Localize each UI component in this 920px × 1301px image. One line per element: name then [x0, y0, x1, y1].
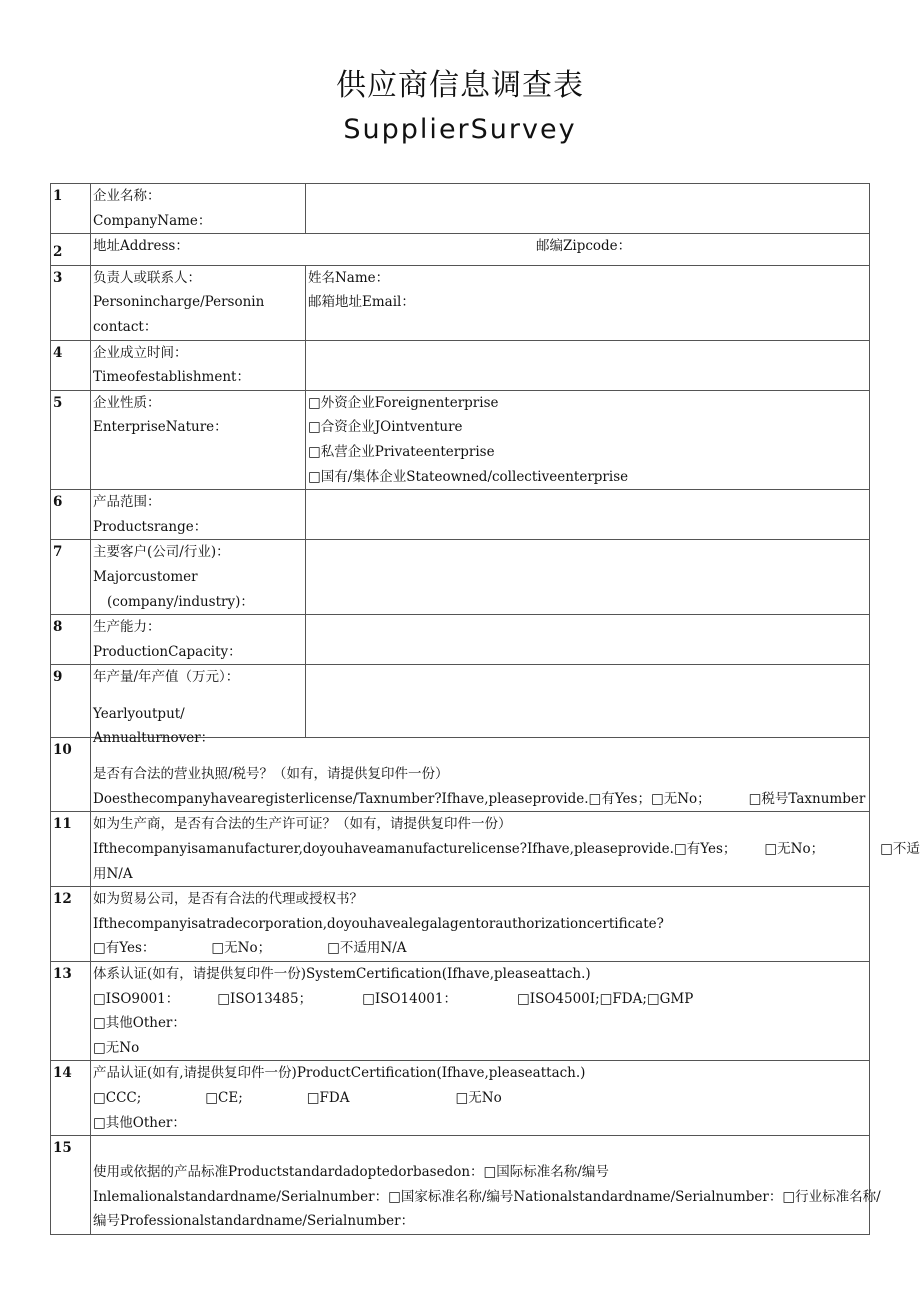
- checkbox-iso9001[interactable]: □ISO9001：: [93, 990, 180, 1007]
- row-number: 9: [51, 665, 91, 738]
- address-field[interactable]: [91, 234, 870, 266]
- checkbox-not-applicable[interactable]: □不适: [880, 841, 920, 858]
- yearly-output-label: [91, 665, 306, 747]
- address-label: 地址Address：: [93, 238, 189, 255]
- checkbox-no[interactable]: □无No: [455, 1090, 502, 1106]
- row-number: 8: [51, 615, 91, 665]
- page-subtitle: SupplierSurvey: [343, 114, 577, 145]
- products-range-field[interactable]: [306, 490, 870, 540]
- contact-name-label: 姓名Name：: [308, 269, 390, 286]
- product-certification-question: [91, 1061, 870, 1136]
- not-applicable-continued: 用N/A: [93, 865, 133, 882]
- checkbox-ccc[interactable]: □CCC;: [93, 1090, 142, 1106]
- contact-person-label: [91, 265, 306, 340]
- yearly-output-field[interactable]: [306, 665, 870, 738]
- enterprise-nature-label: [91, 390, 306, 489]
- row-number: 15: [51, 1136, 91, 1235]
- checkbox-no[interactable]: □无No；: [764, 841, 825, 858]
- label-en: (company/industry)：: [107, 593, 254, 610]
- label-cn: 企业成立时间：: [93, 344, 188, 361]
- table-row: [51, 540, 870, 615]
- label-cn: 主要客户(公司/行业)：: [93, 544, 230, 561]
- table-row: [51, 962, 870, 1061]
- checkbox-ce[interactable]: □CE;: [205, 1090, 243, 1106]
- checkbox-not-applicable[interactable]: □不适用N/A: [327, 940, 407, 957]
- label-en: Majorcustomer: [93, 568, 198, 585]
- table-row: [51, 615, 870, 665]
- label-en: Timeofestablishment：: [93, 369, 250, 386]
- checkbox-joint-venture[interactable]: □合资企业JOintventure: [308, 419, 463, 436]
- product-standard-question: [91, 1136, 881, 1235]
- row-number: 5: [51, 390, 91, 489]
- question-en: Ifthecompanyisamanufacturer,doyouhaveamanufacturelicense?Ifhave,pleaseprovide.: [93, 841, 674, 858]
- row-number: 1: [51, 184, 91, 234]
- label-cn: 负责人或联系人：: [93, 269, 201, 286]
- row-number: 7: [51, 540, 91, 615]
- checkbox-tax-number[interactable]: □税号Taxnumber: [748, 790, 866, 807]
- checkbox-yes[interactable]: □有Yes；: [673, 841, 737, 858]
- question-cn: 是否有合法的营业执照/税号？（如有，请提供复印件一份）: [93, 766, 449, 783]
- row-number: 10: [51, 738, 91, 812]
- contact-email-label: 邮箱地址Email：: [308, 294, 415, 311]
- row-number: 2: [51, 234, 91, 266]
- label-en: Yearlyoutput/: [93, 705, 185, 722]
- question-cn: 如为贸易公司，是否有合法的代理或授权书？: [93, 891, 363, 908]
- label-en: contact：: [93, 318, 158, 335]
- table-row: [51, 184, 870, 234]
- question-cn: 如为生产商，是否有合法的生产许可证？（如有，请提供复印件一份）: [93, 816, 512, 833]
- supplier-survey-table: [50, 183, 920, 1235]
- label-cn: 生产能力：: [93, 619, 161, 636]
- question-line: Inlemalionalstandardname/Serialnumber：□国家标准名称/编号Nationalstandardname/Serialnumber：□行业标准名称/: [93, 1188, 881, 1205]
- table-row: [51, 234, 870, 266]
- production-capacity-field[interactable]: [306, 615, 870, 665]
- enterprise-nature-options: [306, 390, 870, 489]
- contact-person-field[interactable]: [306, 265, 870, 340]
- products-range-label: [91, 490, 306, 540]
- checkbox-fda[interactable]: □FDA: [306, 1090, 350, 1106]
- checkbox-private-enterprise[interactable]: □私营企业Privateenterprise: [308, 443, 495, 460]
- question-text: 体系认证(如有，请提供复印件一份)SystemCertification(Ifhave,pleaseattach.): [93, 966, 591, 983]
- row-number: 12: [51, 887, 91, 962]
- row-number: 4: [51, 340, 91, 390]
- system-certification-question: [91, 962, 870, 1061]
- checkbox-yes[interactable]: □有Yes：: [93, 940, 156, 957]
- major-customer-field[interactable]: [306, 540, 870, 615]
- label-cn: 企业性质：: [93, 394, 161, 411]
- manufacture-license-question: [91, 812, 920, 887]
- checkbox-other[interactable]: □其他Other：: [93, 1114, 186, 1131]
- checkbox-no[interactable]: □无No；: [211, 940, 272, 957]
- question-line: 使用或依据的产品标准Productstandardadoptedorbasedon：□国际标准名称/编号: [93, 1164, 609, 1181]
- establishment-time-label: [91, 340, 306, 390]
- table-row: [51, 265, 870, 340]
- checkbox-iso45001-fda-gmp[interactable]: □ISO4500I;□FDA;□GMP: [516, 990, 694, 1007]
- label-en: Productsrange：: [93, 518, 208, 535]
- table-row: [51, 887, 870, 962]
- label-cn: 企业名称：: [93, 188, 161, 204]
- checkbox-no[interactable]: □无No；: [650, 790, 711, 807]
- checkbox-iso14001[interactable]: □ISO14001：: [362, 990, 457, 1007]
- checkbox-other[interactable]: □其他Other：: [93, 1015, 186, 1032]
- label-en: Personincharge/Personin: [93, 294, 265, 311]
- question-en: Doesthecompanyhavearegisterlicense/Taxnumber?Ifhave,pleaseprovide.: [93, 790, 589, 807]
- major-customer-label: [91, 540, 306, 615]
- checkbox-none[interactable]: □无No: [93, 1039, 140, 1056]
- checkbox-state-owned[interactable]: □国有/集体企业Stateowned/collectiveenterprise: [308, 468, 629, 485]
- row-number: 11: [51, 812, 91, 887]
- question-text: 产品认证(如有,请提供复印件一份)ProductCertification(Ifhave,pleaseattach.): [93, 1065, 586, 1082]
- question-line: 编号Professionalstandardname/Serialnumber：: [93, 1213, 415, 1230]
- table-row: [51, 390, 870, 489]
- row-number: 3: [51, 265, 91, 340]
- label-en: CompanyName：: [93, 212, 212, 229]
- production-capacity-label: [91, 615, 306, 665]
- row-number: 14: [51, 1061, 91, 1136]
- page-title: 供应商信息调查表: [336, 68, 584, 103]
- table-row: [51, 665, 870, 738]
- establishment-time-field[interactable]: [306, 340, 870, 390]
- table-row: [51, 812, 870, 887]
- label-en: Annualturnover：: [93, 730, 215, 747]
- question-en: Ifthecompanyisatradecorporation,doyouhavealegalagentorauthorizationcertificate?: [93, 915, 664, 932]
- label-en: ProductionCapacity：: [93, 643, 242, 660]
- company-name-field[interactable]: [306, 184, 870, 234]
- table-row: [51, 1136, 870, 1235]
- table-row: [51, 340, 870, 390]
- zipcode-label: 邮编Zipcode：: [536, 238, 632, 255]
- label-en: EnterpriseNature：: [93, 419, 228, 436]
- agent-authorization-question: [91, 887, 870, 962]
- checkbox-yes[interactable]: □有Yes；: [588, 790, 651, 807]
- row-number: 13: [51, 962, 91, 1061]
- company-name-label: [91, 184, 306, 234]
- label-cn: 产品范围：: [93, 494, 161, 511]
- label-cn: 年产量/年产值（万元）：: [93, 669, 240, 686]
- checkbox-iso13485[interactable]: □ISO13485；: [217, 990, 313, 1007]
- table-row: [51, 490, 870, 540]
- checkbox-foreign-enterprise[interactable]: □外资企业Foreignenterprise: [308, 394, 499, 411]
- row-number: 6: [51, 490, 91, 540]
- table-row: [51, 1061, 870, 1136]
